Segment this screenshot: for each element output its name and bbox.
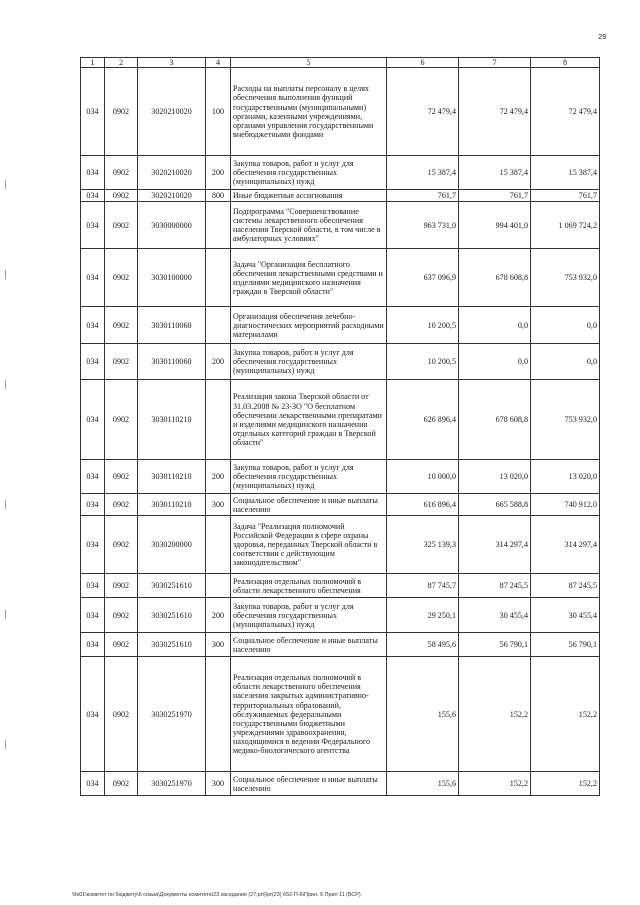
cell-expense-type <box>206 307 231 344</box>
cell-target: 3030251970 <box>138 657 206 772</box>
cell-target: 3030110060 <box>138 344 206 380</box>
cell-amount-2: 87 245,5 <box>459 574 531 598</box>
cell-amount-3: 753 932,0 <box>531 380 600 460</box>
table-row <box>81 380 600 460</box>
cell-ministry: 034 <box>81 460 105 494</box>
cell-amount-3: 0,0 <box>531 307 600 344</box>
cell-section: 0902 <box>105 190 138 202</box>
budget-table <box>80 57 600 796</box>
cell-target: 3030110210 <box>138 460 206 494</box>
cell-amount-2: 152,2 <box>459 772 531 796</box>
cell-ministry: 034 <box>81 516 105 574</box>
cell-target: 3030110210 <box>138 380 206 460</box>
cell-amount-2: 761,7 <box>459 190 531 202</box>
binder-marks <box>2 180 10 830</box>
cell-section: 0902 <box>105 516 138 574</box>
cell-amount-1: 616 896,4 <box>387 494 459 516</box>
cell-description: Социальное обеспечение и иные выплаты населению <box>231 772 387 796</box>
cell-section: 0902 <box>105 494 138 516</box>
cell-amount-1: 325 139,3 <box>387 516 459 574</box>
header-cell: 4 <box>206 58 231 68</box>
cell-section: 0902 <box>105 202 138 249</box>
cell-expense-type <box>206 574 231 598</box>
cell-section: 0902 <box>105 307 138 344</box>
cell-description: Закупка товаров, работ и услуг для обеспечения государственных (муниципальных) нужд <box>231 156 387 190</box>
cell-section: 0902 <box>105 657 138 772</box>
header-cell: 3 <box>138 58 206 68</box>
footer-file-path: \\fs01\комитет по бюджету\6 созыв\Документы комитета\23 заседание (27.prt)\pr(23) 652-П-6\Прил. 6 Прил 11 (ВСР) <box>72 892 361 898</box>
cell-target: 3030200000 <box>138 516 206 574</box>
cell-section: 0902 <box>105 598 138 633</box>
cell-description: Реализация отдельных полномочий в области лекарственного обеспечения населения закрытых административно-территориальных образований, обслуживаемых федеральными государственными бюджетными учреждениями здравоохранения, находящимися в ведении Федерального медико-биологического агентства <box>231 657 387 772</box>
cell-target: 3020210020 <box>138 190 206 202</box>
table-row <box>81 772 600 796</box>
cell-amount-2: 30 455,4 <box>459 598 531 633</box>
cell-description: Организация обеспечения лечебно-диагностических мероприятий расходными материалами <box>231 307 387 344</box>
cell-amount-2: 0,0 <box>459 307 531 344</box>
cell-expense-type: 300 <box>206 772 231 796</box>
cell-amount-2: 56 790,1 <box>459 633 531 657</box>
cell-section: 0902 <box>105 633 138 657</box>
table-row <box>81 574 600 598</box>
cell-ministry: 034 <box>81 380 105 460</box>
cell-description: Задача "Реализация полномочий Российской Федерации в сфере охраны здоровья, переданных Тверской области в соответствии с действующим законодательством" <box>231 516 387 574</box>
cell-amount-3: 753 932,0 <box>531 249 600 307</box>
header-cell: 5 <box>231 58 387 68</box>
cell-ministry: 034 <box>81 202 105 249</box>
table-row <box>81 190 600 202</box>
cell-description: Подпрограмма "Совершенствование системы лекарственного обеспечения населения Тверской области, в том числе в амбулаторных условиях" <box>231 202 387 249</box>
cell-amount-2: 13 020,0 <box>459 460 531 494</box>
cell-ministry: 034 <box>81 68 105 156</box>
cell-description: Закупка товаров, работ и услуг для обеспечения государственных (муниципальных) нужд <box>231 460 387 494</box>
cell-description: Иные бюджетные ассигнования <box>231 190 387 202</box>
cell-target: 3030251610 <box>138 598 206 633</box>
cell-amount-3: 761,7 <box>531 190 600 202</box>
cell-expense-type: 200 <box>206 156 231 190</box>
cell-expense-type: 300 <box>206 494 231 516</box>
table-row <box>81 516 600 574</box>
cell-target: 3030251610 <box>138 574 206 598</box>
cell-amount-1: 637 096,9 <box>387 249 459 307</box>
cell-target: 3030110210 <box>138 494 206 516</box>
cell-ministry: 034 <box>81 598 105 633</box>
cell-amount-2: 0,0 <box>459 344 531 380</box>
cell-expense-type <box>206 516 231 574</box>
cell-amount-3: 1 069 724,2 <box>531 202 600 249</box>
cell-target: 3030000000 <box>138 202 206 249</box>
table-row <box>81 460 600 494</box>
table-row <box>81 657 600 772</box>
cell-target: 3030100000 <box>138 249 206 307</box>
cell-amount-2: 994 401,0 <box>459 202 531 249</box>
cell-amount-3: 56 790,1 <box>531 633 600 657</box>
cell-amount-2: 665 588,8 <box>459 494 531 516</box>
table-row <box>81 494 600 516</box>
table-row <box>81 249 600 307</box>
cell-target: 3020210020 <box>138 156 206 190</box>
cell-amount-3: 13 020,0 <box>531 460 600 494</box>
header-cell: 1 <box>81 58 105 68</box>
cell-ministry: 034 <box>81 574 105 598</box>
header-cell: 7 <box>459 58 531 68</box>
cell-section: 0902 <box>105 380 138 460</box>
cell-target: 3030251970 <box>138 772 206 796</box>
cell-ministry: 034 <box>81 190 105 202</box>
cell-section: 0902 <box>105 574 138 598</box>
cell-amount-3: 152,2 <box>531 772 600 796</box>
table-row <box>81 156 600 190</box>
cell-amount-1: 58 495,6 <box>387 633 459 657</box>
table-row <box>81 307 600 344</box>
cell-amount-1: 761,7 <box>387 190 459 202</box>
cell-expense-type: 800 <box>206 190 231 202</box>
cell-target: 3030251610 <box>138 633 206 657</box>
table-row <box>81 202 600 249</box>
cell-description: Задача "Организация бесплатного обеспечения лекарственными средствами и изделиями медицинского назначения граждан в Тверской области" <box>231 249 387 307</box>
cell-amount-1: 72 479,4 <box>387 68 459 156</box>
cell-amount-1: 29 250,1 <box>387 598 459 633</box>
cell-expense-type: 300 <box>206 633 231 657</box>
cell-amount-1: 87 745,7 <box>387 574 459 598</box>
table-row <box>81 633 600 657</box>
cell-amount-1: 155,6 <box>387 657 459 772</box>
table-row <box>81 344 600 380</box>
cell-ministry: 034 <box>81 657 105 772</box>
cell-expense-type <box>206 380 231 460</box>
cell-ministry: 034 <box>81 344 105 380</box>
cell-amount-2: 314 297,4 <box>459 516 531 574</box>
cell-amount-1: 155,6 <box>387 772 459 796</box>
cell-amount-3: 72 479,4 <box>531 68 600 156</box>
page-number: 29 <box>598 34 606 41</box>
cell-expense-type <box>206 202 231 249</box>
cell-ministry: 034 <box>81 772 105 796</box>
cell-amount-3: 152,2 <box>531 657 600 772</box>
cell-amount-2: 678 608,8 <box>459 249 531 307</box>
cell-amount-1: 626 896,4 <box>387 380 459 460</box>
cell-amount-2: 15 387,4 <box>459 156 531 190</box>
cell-section: 0902 <box>105 68 138 156</box>
cell-amount-1: 10 000,0 <box>387 460 459 494</box>
cell-description: Социальное обеспечение и иные выплаты населению <box>231 633 387 657</box>
cell-description: Закупка товаров, работ и услуг для обеспечения государственных (муниципальных) нужд <box>231 598 387 633</box>
cell-description: Реализация отдельных полномочий в области лекарственного обеспечения <box>231 574 387 598</box>
cell-amount-3: 30 455,4 <box>531 598 600 633</box>
cell-amount-1: 10 200,5 <box>387 344 459 380</box>
header-cell: 6 <box>387 58 459 68</box>
header-cell: 8 <box>531 58 600 68</box>
cell-amount-2: 152,2 <box>459 657 531 772</box>
cell-expense-type: 100 <box>206 68 231 156</box>
cell-target: 3020210020 <box>138 68 206 156</box>
cell-amount-3: 15 387,4 <box>531 156 600 190</box>
cell-expense-type <box>206 657 231 772</box>
cell-amount-2: 678 608,8 <box>459 380 531 460</box>
cell-amount-1: 15 387,4 <box>387 156 459 190</box>
cell-section: 0902 <box>105 344 138 380</box>
cell-section: 0902 <box>105 156 138 190</box>
cell-section: 0902 <box>105 772 138 796</box>
cell-amount-2: 72 479,4 <box>459 68 531 156</box>
cell-amount-1: 10 200,5 <box>387 307 459 344</box>
cell-amount-3: 314 297,4 <box>531 516 600 574</box>
cell-ministry: 034 <box>81 494 105 516</box>
table-row <box>81 598 600 633</box>
cell-section: 0902 <box>105 249 138 307</box>
cell-expense-type: 200 <box>206 598 231 633</box>
cell-ministry: 034 <box>81 156 105 190</box>
cell-amount-3: 0,0 <box>531 344 600 380</box>
cell-description: Закупка товаров, работ и услуг для обеспечения государственных (муниципальных) нужд <box>231 344 387 380</box>
cell-ministry: 034 <box>81 249 105 307</box>
cell-description: Социальное обеспечение и иные выплаты населению <box>231 494 387 516</box>
cell-amount-3: 87 245,5 <box>531 574 600 598</box>
cell-description: Реализация закона Тверской области от 31.03.2008 № 23-ЗО "О бесплатном обеспечении лекарственными препаратами и изделиями медицинского назначения отдельных категорий граждан в Тверской области" <box>231 380 387 460</box>
cell-section: 0902 <box>105 460 138 494</box>
cell-amount-3: 740 912,0 <box>531 494 600 516</box>
cell-ministry: 034 <box>81 633 105 657</box>
cell-expense-type: 200 <box>206 344 231 380</box>
cell-expense-type <box>206 249 231 307</box>
cell-expense-type: 200 <box>206 460 231 494</box>
cell-ministry: 034 <box>81 307 105 344</box>
cell-amount-1: 963 731,0 <box>387 202 459 249</box>
cell-target: 3030110060 <box>138 307 206 344</box>
cell-description: Расходы на выплаты персоналу в целях обеспечения выполнения функций государственными (муниципальными) органами, казенными учреждениями, органами управления государственными внебюджетными фондами <box>231 68 387 156</box>
header-row <box>81 58 600 68</box>
table-row <box>81 68 600 156</box>
header-cell: 2 <box>105 58 138 68</box>
